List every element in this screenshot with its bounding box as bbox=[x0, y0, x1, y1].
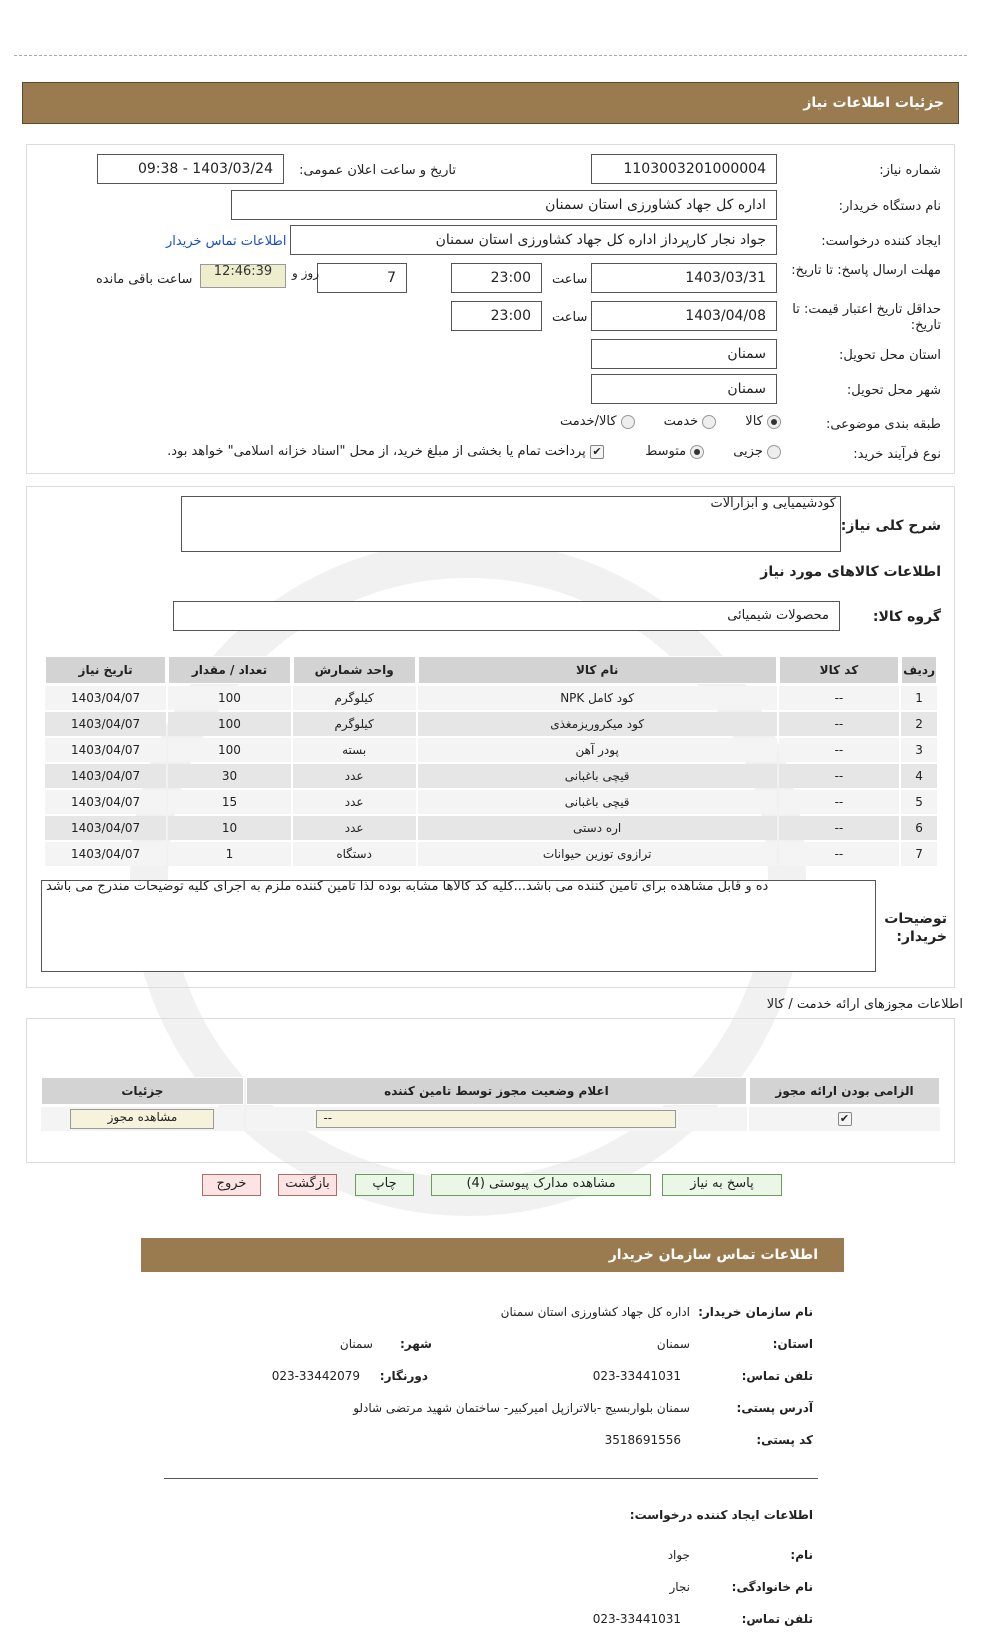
exit-button[interactable]: خروج bbox=[202, 1174, 261, 1196]
deadline-label: مهلت ارسال پاسخ: تا تاریخ: bbox=[791, 263, 941, 278]
col-date: تاریخ نیاز bbox=[45, 656, 166, 684]
validity-label: حداقل تاریخ اعتبار قیمت: تا تاریخ: bbox=[792, 302, 941, 333]
phone-value: 023-33441031 bbox=[592, 1369, 681, 1383]
col-required: الزامی بودن ارائه مجوز bbox=[749, 1077, 940, 1105]
buyer-org-field[interactable]: اداره کل جهاد کشاورزی استان سمنان bbox=[231, 190, 777, 220]
postal-label: کد پستی: bbox=[756, 1433, 813, 1447]
address-value: سمنان بلواربسیج -بالاترازپل امیرکبیر- ساختمان شهید مرتضی شادلو bbox=[353, 1401, 690, 1415]
validity-time-field[interactable]: 23:00 bbox=[451, 301, 542, 331]
deadline-time-field[interactable]: 23:00 bbox=[451, 263, 542, 293]
contact-province-label: استان: bbox=[772, 1337, 813, 1351]
category-options bbox=[560, 414, 781, 429]
contact-city-label: شهر: bbox=[400, 1337, 432, 1351]
col-name: نام کالا bbox=[418, 656, 777, 684]
attachments-button[interactable]: مشاهده مدارک پیوستی (4) bbox=[431, 1174, 651, 1196]
table-row[interactable]: 6 -- اره دستی عدد 10 1403/04/07 bbox=[45, 816, 937, 840]
fax-label: دورنگار: bbox=[379, 1369, 428, 1383]
permits-title: اطلاعات مجوزهای ارائه خدمت / کالا bbox=[766, 997, 963, 1012]
radio-selected-icon[interactable] bbox=[690, 445, 704, 459]
process-options bbox=[167, 444, 781, 459]
reply-button[interactable]: پاسخ به نیاز bbox=[662, 1174, 782, 1196]
creator-phone-label: تلفن تماس: bbox=[741, 1612, 813, 1626]
postal-value: 3518691556 bbox=[604, 1433, 681, 1447]
group-field[interactable]: محصولات شیمیائی bbox=[173, 601, 840, 631]
remaining-label: ساعت باقی مانده bbox=[96, 272, 193, 287]
need-number-label: شماره نیاز: bbox=[879, 163, 941, 178]
top-divider bbox=[14, 55, 967, 56]
print-button[interactable]: چاپ bbox=[355, 1174, 414, 1196]
buyer-notes-label: توضیحات خریدار: bbox=[884, 911, 947, 945]
table-row[interactable]: 7 -- ترازوی توزین حیوانات دستگاه 1 1403/04/07 bbox=[45, 842, 937, 866]
announce-field[interactable]: 1403/03/24 - 09:38 bbox=[97, 154, 284, 184]
table-row[interactable]: 3 -- پودر آهن بسته 100 1403/04/07 bbox=[45, 738, 937, 762]
col-unit: واحد شمارش bbox=[293, 656, 416, 684]
payment-checkbox[interactable] bbox=[167, 444, 604, 459]
contact-link[interactable]: اطلاعات تماس خریدار bbox=[166, 234, 287, 249]
buyer-org-label: نام دستگاه خریدار: bbox=[838, 199, 941, 214]
deadline-time-label: ساعت bbox=[552, 272, 588, 287]
permit-status-field[interactable]: -- bbox=[316, 1110, 676, 1128]
city-field[interactable]: سمنان bbox=[591, 374, 777, 404]
col-code: کد کالا bbox=[779, 656, 899, 684]
contact-title: اطلاعات تماس سازمان خریدار bbox=[608, 1247, 818, 1263]
creator-info-title: اطلاعات ایجاد کننده درخواست: bbox=[629, 1508, 813, 1522]
col-status: اعلام وضعیت مجوز توسط تامین کننده bbox=[246, 1077, 747, 1105]
view-permit-button[interactable]: مشاهده مجوز bbox=[70, 1109, 214, 1129]
radio-selected-icon[interactable] bbox=[767, 415, 781, 429]
checkbox-checked-icon[interactable]: ✔ bbox=[838, 1112, 852, 1126]
creator-field[interactable]: جواد نجار کارپرداز اداره کل جهاد کشاورزی استان سمنان bbox=[290, 225, 777, 255]
days-field[interactable]: 7 bbox=[317, 263, 407, 293]
fax-value: 023-33442079 bbox=[271, 1369, 360, 1383]
desc-label: شرح کلی نیاز: bbox=[840, 518, 941, 534]
permits-table bbox=[39, 1075, 942, 1133]
permits-table-header bbox=[41, 1077, 940, 1105]
goods-info-title: اطلاعات کالاهای مورد نیاز bbox=[760, 564, 941, 580]
category-option-service[interactable]: خدمت bbox=[664, 414, 717, 429]
validity-time-label: ساعت bbox=[552, 310, 588, 325]
radio-icon[interactable] bbox=[702, 415, 716, 429]
group-label: گروه کالا: bbox=[872, 609, 941, 625]
address-label: آدرس پستی: bbox=[736, 1401, 813, 1415]
days-label: روز و bbox=[292, 266, 319, 280]
payment-note: پرداخت تمام یا بخشی از مبلغ خرید، از محل "اسناد خزانه اسلامی" خواهد بود. bbox=[167, 444, 586, 459]
province-label: استان محل تحویل: bbox=[839, 348, 941, 363]
buyer-notes-textarea[interactable] bbox=[41, 880, 876, 972]
goods-table bbox=[43, 654, 939, 868]
family-label: نام خانوادگی: bbox=[731, 1580, 813, 1594]
radio-icon[interactable] bbox=[767, 445, 781, 459]
announce-label: تاریخ و ساعت اعلان عمومی: bbox=[299, 163, 456, 178]
desc-textarea[interactable]: کودشیمیایی و ابزارالات bbox=[181, 496, 841, 552]
category-label: طبقه بندی موضوعی: bbox=[825, 417, 941, 432]
org-value: اداره کل جهاد کشاورزی استان سمنان bbox=[500, 1305, 690, 1319]
creator-phone-value: 023-33441031 bbox=[592, 1612, 681, 1626]
deadline-date-field[interactable]: 1403/03/31 bbox=[591, 263, 777, 293]
phone-label: تلفن تماس: bbox=[741, 1369, 813, 1383]
table-row bbox=[41, 1107, 940, 1131]
col-row: ردیف bbox=[901, 656, 937, 684]
category-option-goods[interactable]: کالا bbox=[745, 414, 781, 429]
need-number-field[interactable]: 1103003201000004 bbox=[591, 154, 777, 184]
org-label: نام سازمان خریدار: bbox=[698, 1305, 813, 1319]
category-option-both[interactable]: کالا/خدمت bbox=[560, 414, 635, 429]
process-option-minor[interactable]: جزیی bbox=[733, 444, 781, 459]
city-label: شهر محل تحویل: bbox=[846, 383, 941, 398]
name-label: نام: bbox=[790, 1548, 813, 1562]
validity-date-field[interactable]: 1403/04/08 bbox=[591, 301, 777, 331]
radio-icon[interactable] bbox=[621, 415, 635, 429]
buyer-notes-text: ده و قابل مشاهده برای تامین کننده می باشد...کلیه کد کالاها مشابه بوده لذا تامین کننده ملزم به اجرای کلیه توضیحات مندرج می باشد bbox=[46, 880, 769, 894]
col-qty: تعداد / مقدار bbox=[168, 656, 291, 684]
table-row[interactable]: 5 -- قیچی باغبانی عدد 15 1403/04/07 bbox=[45, 790, 937, 814]
creator-label: ایجاد کننده درخواست: bbox=[821, 234, 941, 249]
family-value: نجار bbox=[669, 1580, 690, 1594]
goods-table-header bbox=[45, 656, 937, 684]
back-button[interactable]: بازگشت bbox=[278, 1174, 337, 1196]
contact-city-value: سمنان bbox=[339, 1337, 373, 1351]
province-field[interactable]: سمنان bbox=[591, 339, 777, 369]
table-row[interactable]: 2 -- کود میکروریزمغذی کیلوگرم 100 1403/04/07 bbox=[45, 712, 937, 736]
page-title: جزئیات اطلاعات نیاز bbox=[803, 95, 944, 111]
table-row[interactable]: 4 -- قیچی باغبانی عدد 30 1403/04/07 bbox=[45, 764, 937, 788]
table-row[interactable]: 1 -- کود کامل NPK کیلوگرم 100 1403/04/07 bbox=[45, 686, 937, 710]
contact-header bbox=[141, 1238, 844, 1272]
contact-province-value: سمنان bbox=[656, 1337, 690, 1351]
process-label: نوع فرآیند خرید: bbox=[853, 447, 941, 462]
checkbox-checked-icon[interactable]: ✔ bbox=[590, 445, 604, 459]
col-details: جزئیات bbox=[41, 1077, 244, 1105]
contact-divider bbox=[164, 1478, 818, 1479]
page-header bbox=[22, 82, 959, 124]
countdown-box: 12:46:39 bbox=[200, 264, 286, 288]
process-option-medium[interactable]: متوسط bbox=[645, 444, 704, 459]
name-value: جواد bbox=[667, 1548, 690, 1562]
